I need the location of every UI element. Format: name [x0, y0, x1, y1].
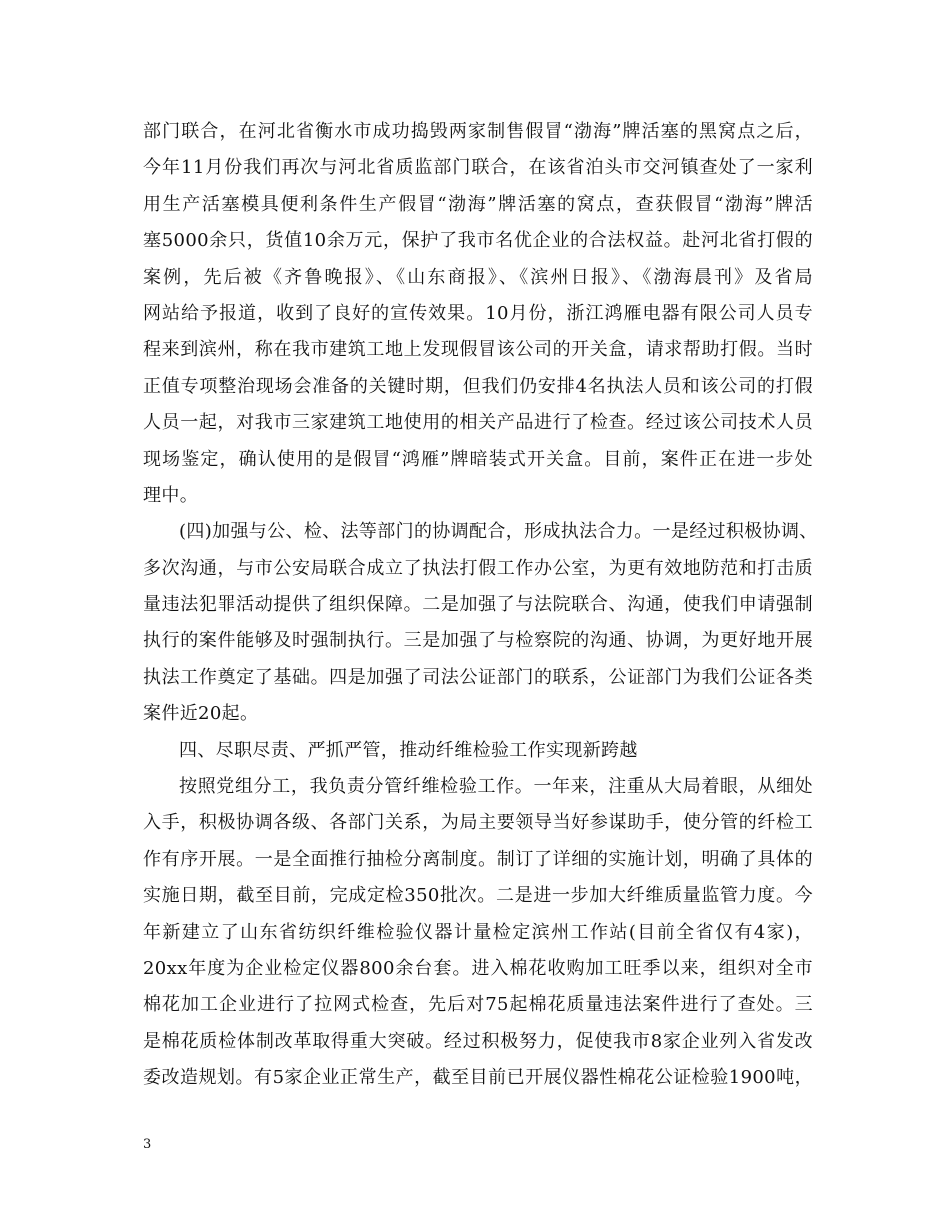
- text-line: 执行的案件能够及时强制执行。三是加强了与检察院的沟通、协调，为更好地开展: [143, 630, 813, 652]
- text-line: 现场鉴定，确认使用的是假冒“鸿雁”牌暗装式开关盒。目前，案件正在进一步处: [143, 448, 813, 470]
- text-line: 部门联合，在河北省衡水市成功捣毁两家制售假冒“渤海”牌活塞的黑窝点之后，: [143, 121, 813, 142]
- text-line: 塞5000余只，货值10余万元，保护了我市名优企业的合法权益。赴河北省打假的: [143, 230, 813, 252]
- text-line: 实施日期，截至目前，完成定检350批次。二是进一步加大纤维质量监管力度。今: [143, 885, 813, 907]
- text-line: 20xx年度为企业检定仪器800余台套。进入棉花收购加工旺季以来，组织对全市: [143, 957, 813, 979]
- section-heading: 四、尽职尽责、严抓严管，推动纤维检验工作实现新跨越: [179, 739, 638, 761]
- text-line: 委改造规划。有5家企业正常生产，截至目前已开展仪器性棉花公证检验1900吨，: [143, 1067, 813, 1089]
- text-line: 是棉花质检体制改革取得重大突破。经过积极努力，促使我市8家企业列入省发改: [143, 1030, 813, 1052]
- text-line: 棉花加工企业进行了拉网式检查，先后对75起棉花质量违法案件进行了查处。三: [143, 994, 813, 1016]
- text-line: 执法工作奠定了基础。四是加强了司法公证部门的联系，公证部门为我们公证各类: [143, 666, 813, 688]
- paragraph-start-line: (四)加强与公、检、法等部门的协调配合，形成执法合力。一是经过积极协调、: [179, 521, 818, 543]
- text-line: 正值专项整治现场会准备的关键时期，但我们仍安排4名执法人员和该公司的打假: [143, 375, 813, 397]
- text-line: 量违法犯罪活动提供了组织保障。二是加强了与法院联合、沟通，使我们申请强制: [143, 594, 813, 616]
- text-line: 程来到滨州，称在我市建筑工地上发现假冒该公司的开关盒，请求帮助打假。当时: [143, 339, 813, 361]
- text-line: 案件近20起。: [143, 703, 259, 725]
- text-line: 理中。: [143, 484, 199, 506]
- text-line: 人员一起，对我市三家建筑工地使用的相关产品进行了检查。经过该公司技术人员: [143, 412, 813, 434]
- text-line: 用生产活塞模具便利条件生产假冒“渤海”牌活塞的窝点，查获假冒“渤海”牌活: [143, 193, 813, 215]
- text-line: 年新建立了山东省纺织纤维检验仪器计量检定滨州工作站(目前全省仅有4家)，: [143, 921, 813, 943]
- text-line: 作有序开展。一是全面推行抽检分离制度。制订了详细的实施计划，明确了具体的: [143, 848, 813, 870]
- text-line: 案例，先后被《齐鲁晚报》、《山东商报》、《滨州日报》、《渤海晨刊》及省局: [143, 266, 813, 288]
- paragraph-start-line: 按照党组分工，我负责分管纤维检验工作。一年来，注重从大局着眼，从细处: [179, 776, 813, 798]
- text-line: 入手，积极协调各级、各部门关系，为局主要领导当好参谋助手，使分管的纤检工: [143, 812, 813, 834]
- text-line: 多次沟通，与市公安局联合成立了执法打假工作办公室，为更有效地防范和打击质: [143, 557, 813, 579]
- body-text: [143, 114, 818, 1097]
- page-number: 3: [143, 1137, 152, 1152]
- text-line: 今年11月份我们再次与河北省质监部门联合，在该省泊头市交河镇查处了一家利: [143, 157, 813, 179]
- text-line: 网站给予报道，收到了良好的宣传效果。10月份，浙江鸿雁电器有限公司人员专: [143, 302, 813, 324]
